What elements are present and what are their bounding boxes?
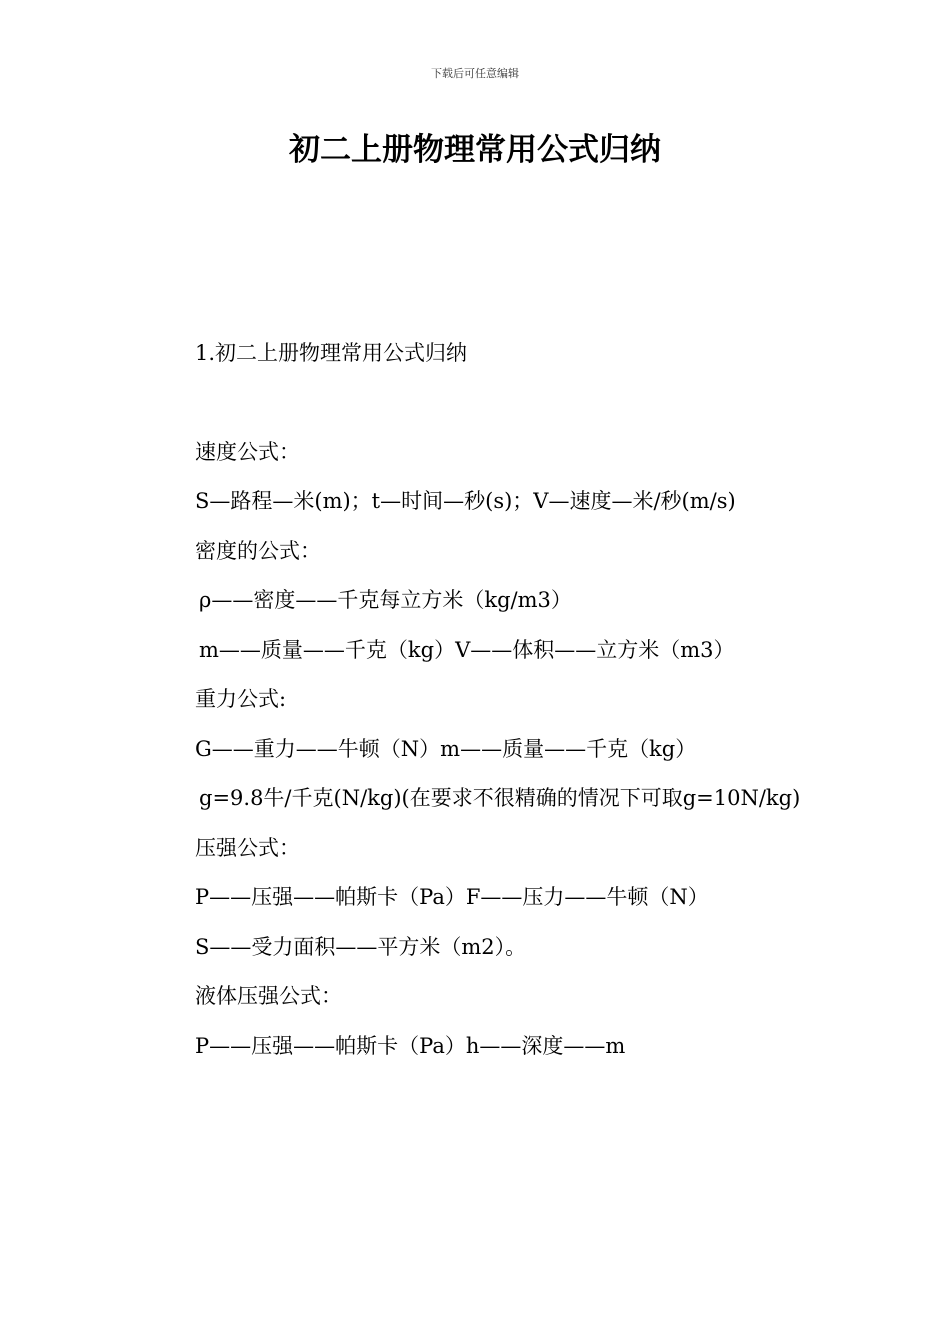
paragraph-speed-formula: S—路程—米(m)；t—时间—秒(s)；V—速度—米/秒(m/s): [195, 489, 736, 513]
paragraph-pressure-heading: 压强公式：: [195, 835, 300, 860]
paragraph-gravity-formula: G——重力——牛顿（N）m——质量——千克（kg）: [195, 736, 697, 761]
page-title: 初二上册物理常用公式归纳: [289, 132, 661, 168]
paragraph-density-mass-volume: m——质量——千克（kg）V——体积——立方米（m3）: [199, 637, 735, 662]
page-header-note: 下载后可任意编辑: [431, 67, 519, 80]
paragraph-pressure-formula: P——压强——帕斯卡（Pa）F——压力——牛顿（N）: [195, 885, 709, 909]
paragraph-density-heading: 密度的公式：: [195, 538, 321, 563]
paragraph-liquid-pressure-formula: P——压强——帕斯卡（Pa）h——深度——m: [195, 1033, 626, 1058]
paragraph-liquid-pressure-heading: 液体压强公式：: [195, 984, 342, 1008]
section-heading: 1.初二上册物理常用公式归纳: [195, 341, 468, 365]
document-body: [145, 329, 807, 1071]
paragraph-gravity-heading: 重力公式:: [195, 687, 287, 711]
paragraph-pressure-area: S——受力面积——平方米（m2）。: [195, 934, 527, 959]
paragraph-density-rho: ρ——密度——千克每立方米（kg/m3）: [199, 588, 572, 612]
paragraph-gravity-g: g=9.8牛/千克(N/kg)(在要求不很精确的情况下可取g=10N/kg): [199, 786, 801, 810]
paragraph-speed-heading: 速度公式：: [195, 439, 300, 464]
